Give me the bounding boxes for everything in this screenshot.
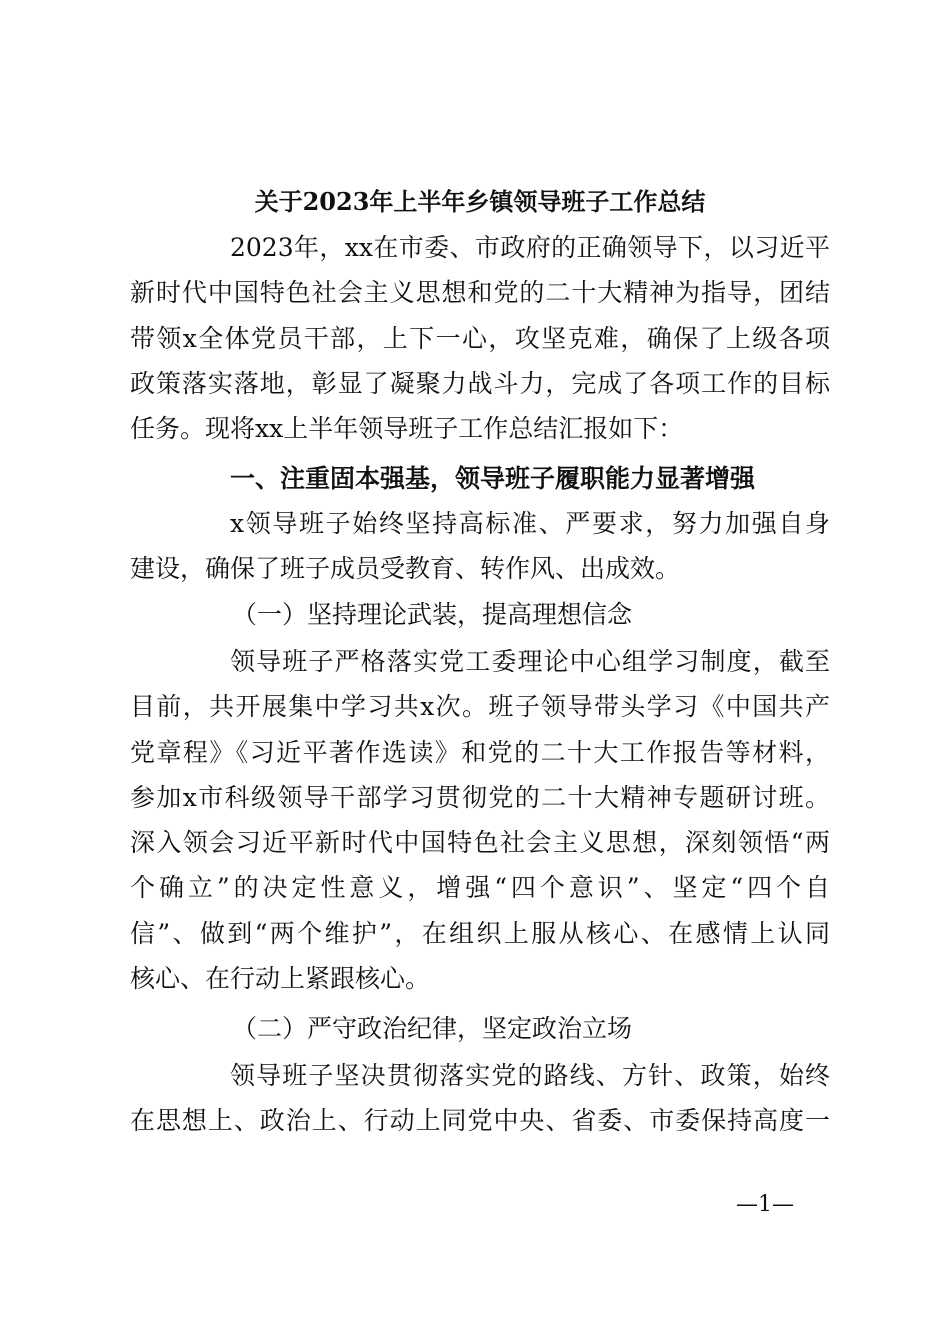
- text-line: 政策落实落地，彰显了凝聚力战斗力，完成了各项工作的目标: [130, 368, 830, 398]
- text-line: 任务。现将xx上半年领导班子工作总结汇报如下：: [130, 414, 684, 444]
- text-line: 在思想上、政治上、行动上同党中央、省委、市委保持高度一: [130, 1106, 830, 1136]
- document-title: 关于2023年上半年乡镇领导班子工作总结: [254, 187, 706, 216]
- text-line: 党章程》《习近平著作选读》和党的二十大工作报告等材料，: [130, 737, 830, 767]
- sub2-paragraph: [130, 1053, 830, 1144]
- text-line: 新时代中国特色社会主义思想和党的二十大精神为指导，团结: [130, 278, 830, 308]
- page-number: —1—: [736, 1192, 794, 1217]
- text-line: 领导班子坚决贯彻落实党的路线、方针、政策，始终: [230, 1061, 830, 1090]
- text-line: 目前，共开展集中学习共x次。班子领导带头学习《中国共产: [130, 692, 830, 722]
- intro-paragraph: [130, 225, 830, 451]
- text-line: 深入领会习近平新时代中国特色社会主义思想，深刻领悟“两: [130, 828, 830, 858]
- sub1-paragraph: [130, 639, 830, 1001]
- text-line: 建设，确保了班子成员受教育、转作风、出成效。: [130, 554, 681, 584]
- text-line: x领导班子始终坚持高标准、严要求，努力加强自身: [230, 509, 830, 538]
- text-line: 领导班子严格落实党工委理论中心组学习制度，截至: [230, 647, 830, 676]
- subsection-heading: （一）坚持理论武装，提高理想信念: [232, 600, 633, 629]
- text-line: 带领x全体党员干部，上下一心，攻坚克难，确保了上级各项: [130, 323, 830, 353]
- text-line: 信”、做到“两个维护”，在组织上服从核心、在感情上认同: [130, 918, 830, 948]
- section1-paragraph: [130, 501, 830, 592]
- text-line: 2023年，xx在市委、市政府的正确领导下，以习近平: [230, 233, 830, 262]
- subsection-heading: （二）严守政治纪律，坚定政治立场: [232, 1014, 633, 1043]
- text-line: 核心、在行动上紧跟核心。: [130, 964, 431, 994]
- section-heading: 一、注重固本强基，领导班子履职能力显著增强: [230, 464, 756, 493]
- text-line: 个确立”的决定性意义，增强“四个意识”、坚定“四个自: [130, 873, 831, 903]
- text-line: 参加x市科级领导干部学习贯彻党的二十大精神专题研讨班。: [130, 782, 830, 812]
